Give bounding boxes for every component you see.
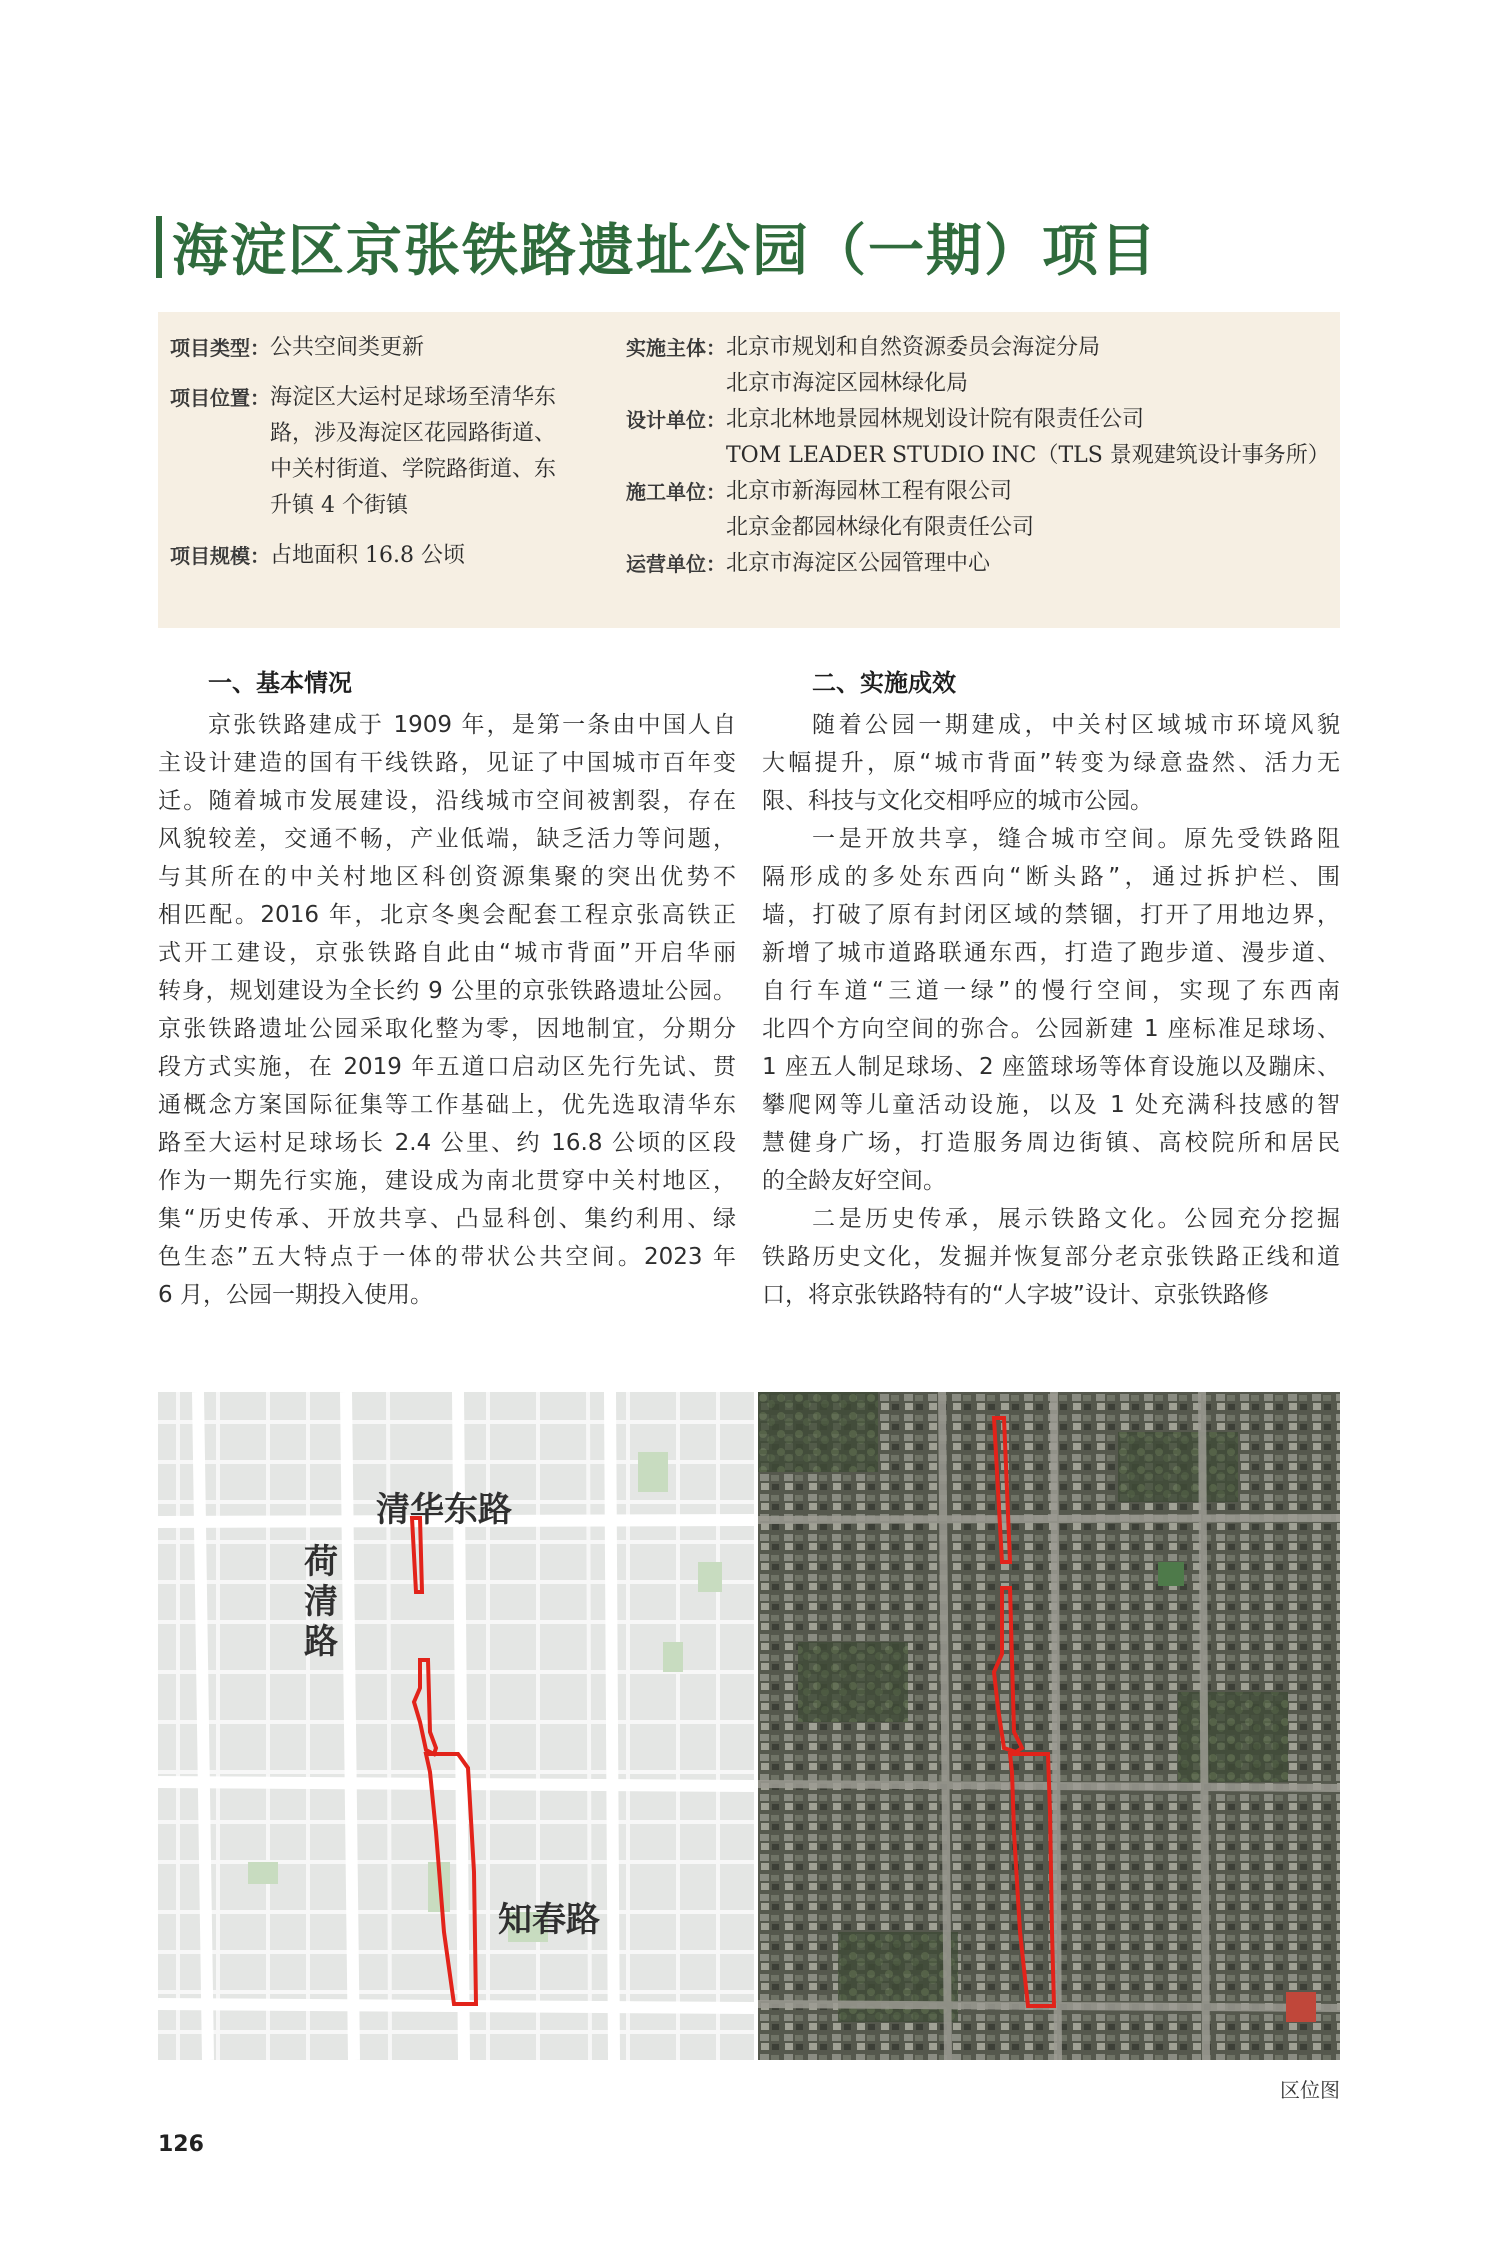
info-owner [626,330,1336,402]
text-line: 集“历史传承、开放共享、凸显科创、集约利用、绿 [158,1206,736,1232]
text-line: 铁路历史文化，发掘并恢复部分老京张铁路正线和道 [762,1244,1340,1270]
figure-caption: 区位图 [1280,2078,1340,2102]
info-location-line: 海淀区大运村足球场至清华东 [270,385,557,410]
info-operation-label: 运营单位： [626,552,726,576]
section-heading: 一、基本情况 [208,669,352,697]
text-line: 京张铁路遗址公园采取化整为零，因地制宜，分期分 [158,1016,736,1042]
text-line: 慧健身广场，打造服务周边街镇、高校院所和居民 [762,1130,1340,1156]
section-paragraph [762,1200,1340,1314]
text-line: 风貌较差，交通不畅，产业低端，缺乏活力等问题， [158,826,736,852]
text-line: 京张铁路建成于 1909 年，是第一条由中国人自 [208,712,736,738]
text-line: 大幅提升，原“城市背面”转变为绿意盎然、活力无 [762,750,1340,776]
info-design-line: TOM LEADER STUDIO INC（TLS 景观建筑设计事务所） [726,443,1330,468]
section-heading: 二、实施成效 [812,669,956,697]
text-line: 一是开放共享，缝合城市空间。原先受铁路阻 [812,826,1340,852]
info-owner-value [726,330,1336,402]
text-line: 北四个方向空间的弥合。公园新建 1 座标准足球场、 [762,1016,1340,1042]
satellite-image-graphic [758,1392,1340,2060]
map-label-zhichun-road: 知春路 [498,1900,600,1940]
text-line: 隔形成的多处东西向“断头路”，通过拆护栏、围 [762,864,1340,890]
map-label-heqing-road: 荷清路 [304,1542,338,1662]
sports-field [1286,1992,1316,2022]
text-line: 转身，规划建设为全长约 9 公里的京张铁路遗址公园。 [158,978,736,1004]
map-label-qinghua-road: 清华东路 [376,1490,512,1530]
page-number: 126 [158,2132,204,2157]
section-paragraph [158,706,736,1314]
text-line: 1 座五人制足球场、2 座篮球场等体育设施以及蹦床、 [762,1054,1340,1080]
info-owner-line: 北京市海淀区园林绿化局 [726,371,969,396]
text-line: 的全龄友好空间。 [762,1168,946,1194]
info-scale-label: 项目规模： [170,544,270,568]
text-line: 迁。随着城市发展建设，沿线城市空间被割裂，存在 [158,788,736,814]
info-type-value: 公共空间类更新 [270,335,425,360]
info-construction-line: 北京市新海园林工程有限公司 [726,479,1013,504]
title-accent-bar [156,216,162,278]
page-title-block [156,210,1158,284]
text-line: 随着公园一期建成，中关村区域城市环境风貌 [812,712,1340,738]
text-line: 与其所在的中关村地区科创资源集聚的突出优势不 [158,864,736,890]
info-design [626,402,1336,474]
info-location-label: 项目位置： [170,386,270,410]
satellite-image [758,1392,1340,2060]
text-line: 主设计建造的国有干线铁路，见证了中国城市百年变 [158,750,736,776]
text-line: 新增了城市道路联通东西，打造了跑步道、漫步道、 [762,940,1340,966]
info-right-column [626,330,1336,582]
text-line: 路至大运村足球场长 2.4 公里、约 16.8 公顷的区段 [158,1130,736,1156]
info-construction-value [726,474,1336,546]
text-line: 自行车道“三道一绿”的慢行空间，实现了东西南 [762,978,1340,1004]
info-location-line: 路，涉及海淀区花园路街道、 [270,421,557,446]
text-line: 二是历史传承，展示铁路文化。公园充分挖掘 [812,1206,1340,1232]
section-results [762,664,1340,1314]
text-line: 色生态”五大特点于一体的带状公共空间。2023 年 [158,1244,736,1270]
info-location-line: 升镇 4 个街镇 [270,493,408,518]
section-paragraph [762,706,1340,820]
text-line: 式开工建设，京张铁路自此由“城市背面”开启华丽 [158,940,736,966]
section-basic-info [158,664,736,1314]
text-line: 段方式实施，在 2019 年五道口启动区先行先试、贯 [158,1054,736,1080]
text-line: 攀爬网等儿童活动设施，以及 1 处充满科技感的智 [762,1092,1340,1118]
location-figure [158,1392,1340,2060]
info-owner-label: 实施主体： [626,336,726,360]
text-line: 墙，打破了原有封闭区域的禁锢，打开了用地边界， [762,902,1340,928]
text-line: 限、科技与文化交相呼应的城市公园。 [762,788,1153,814]
text-line: 通概念方案国际征集等工作基础上，优先选取清华东 [158,1092,736,1118]
info-design-value [726,402,1336,474]
info-operation [626,546,1336,582]
text-line: 相匹配。2016 年，北京冬奥会配套工程京张高铁正 [158,902,736,928]
info-construction-line: 北京金都园林绿化有限责任公司 [726,515,1035,540]
info-design-line: 北京北林地景园林规划设计院有限责任公司 [726,407,1145,432]
info-construction-label: 施工单位： [626,480,726,504]
project-info-box [158,312,1340,628]
info-type-label: 项目类型： [170,336,270,360]
info-construction [626,474,1336,546]
info-owner-line: 北京市规划和自然资源委员会海淀分局 [726,335,1101,360]
info-operation-value: 北京市海淀区公园管理中心 [726,551,991,576]
section-paragraph [762,820,1340,1200]
text-line: 6 月，公园一期投入使用。 [158,1282,433,1308]
text-line: 作为一期先行实施，建设成为南北贯穿中关村地区， [158,1168,736,1194]
info-location-line: 中关村街道、学院路街道、东 [270,457,557,482]
info-design-label: 设计单位： [626,408,726,432]
street-map [158,1392,754,2060]
info-scale-value: 占地面积 16.8 公顷 [270,543,465,568]
text-line: 口，将京张铁路特有的“人字坡”设计、京张铁路修 [762,1282,1269,1308]
page-title: 海淀区京张铁路遗址公园（一期）项目 [172,219,1158,284]
sports-field [1158,1562,1184,1586]
